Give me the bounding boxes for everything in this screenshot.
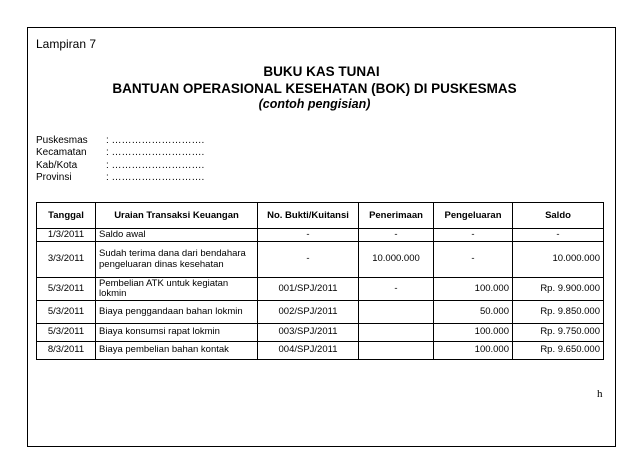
- cell-saldo: 10.000.000: [513, 242, 604, 278]
- cell-penerimaan: 10.000.000: [359, 242, 434, 278]
- cell-pengeluaran: 100.000: [434, 324, 513, 342]
- header-pengeluaran: Pengeluaran: [434, 203, 513, 229]
- info-row-provinsi: [36, 172, 204, 184]
- cell-uraian: Biaya konsumsi rapat lokmin: [96, 324, 258, 342]
- cell-bukti: 001/SPJ/2011: [258, 278, 359, 301]
- document-title: BUKU KAS TUNAI: [263, 64, 380, 79]
- cell-pengeluaran: 50.000: [434, 301, 513, 324]
- cell-penerimaan: [359, 342, 434, 360]
- info-row-puskesmas: [36, 135, 204, 147]
- table-row: [37, 342, 604, 360]
- cell-tanggal: 5/3/2011: [37, 324, 96, 342]
- info-label: Puskesmas: [36, 135, 88, 146]
- cell-uraian: Sudah terima dana dari bendahara pengeluaran dinas kesehatan: [96, 242, 258, 278]
- cell-bukti: 004/SPJ/2011: [258, 342, 359, 360]
- table-row: [37, 242, 604, 278]
- cell-saldo: Rp. 9.750.000: [513, 324, 604, 342]
- info-label: Kecamatan: [36, 147, 87, 159]
- lampiran-label: Lampiran 7: [36, 37, 97, 51]
- cell-tanggal: 3/3/2011: [37, 242, 96, 278]
- cell-saldo: -: [513, 229, 604, 242]
- table-row: [37, 324, 604, 342]
- table-row: [37, 278, 604, 301]
- header-saldo: Saldo: [513, 203, 604, 229]
- cell-tanggal: 1/3/2011: [37, 229, 96, 242]
- info-label: Provinsi: [36, 171, 72, 183]
- cell-tanggal: 8/3/2011: [37, 342, 96, 360]
- cell-pengeluaran: 100.000: [434, 342, 513, 360]
- cell-bukti: -: [258, 229, 359, 242]
- info-block: [36, 135, 204, 184]
- cell-saldo: Rp. 9.900.000: [513, 278, 604, 301]
- header-uraian: Uraian Transaksi Keuangan: [96, 203, 258, 229]
- cell-pengeluaran: 100.000: [434, 278, 513, 301]
- cell-pengeluaran: -: [434, 242, 513, 278]
- header-penerimaan: Penerimaan: [359, 203, 434, 229]
- cell-pengeluaran: -: [434, 229, 513, 242]
- info-row-kabkota: [36, 160, 204, 172]
- document-note: (contoh pengisian): [258, 97, 371, 111]
- cell-saldo: Rp. 9.850.000: [513, 301, 604, 324]
- cell-bukti: 003/SPJ/2011: [258, 324, 359, 342]
- cell-bukti: -: [258, 242, 359, 278]
- table-row: [37, 301, 604, 324]
- info-row-kecamatan: [36, 147, 204, 159]
- cell-uraian: Saldo awal: [96, 229, 258, 242]
- cell-tanggal: 5/3/2011: [37, 301, 96, 324]
- info-value: : ……………………….: [106, 171, 205, 183]
- cell-penerimaan: [359, 301, 434, 324]
- cell-penerimaan: -: [359, 278, 434, 301]
- header-bukti: No. Bukti/Kuitansi: [258, 203, 359, 229]
- cell-tanggal: 5/3/2011: [37, 278, 96, 301]
- cash-book-table: [36, 202, 604, 360]
- cell-uraian: Biaya penggandaan bahan lokmin: [96, 301, 258, 324]
- table-row: [37, 229, 604, 242]
- info-value: : ……………………….: [106, 159, 205, 171]
- cell-uraian: Pembelian ATK untuk kegiatan lokmin: [96, 278, 258, 301]
- page-number: h: [597, 388, 603, 400]
- cell-uraian: Biaya pembelian bahan kontak: [96, 342, 258, 360]
- table-header-row: [37, 203, 604, 229]
- cell-saldo: Rp. 9.650.000: [513, 342, 604, 360]
- info-value: : ……………………….: [106, 147, 205, 159]
- document-subtitle: BANTUAN OPERASIONAL KESEHATAN (BOK) DI PUSKESMAS: [112, 81, 517, 96]
- cell-penerimaan: [359, 324, 434, 342]
- info-value: : ……………………….: [106, 135, 205, 146]
- info-label: Kab/Kota: [36, 159, 78, 171]
- cell-penerimaan: -: [359, 229, 434, 242]
- header-tanggal: Tanggal: [37, 203, 96, 229]
- cell-bukti: 002/SPJ/2011: [258, 301, 359, 324]
